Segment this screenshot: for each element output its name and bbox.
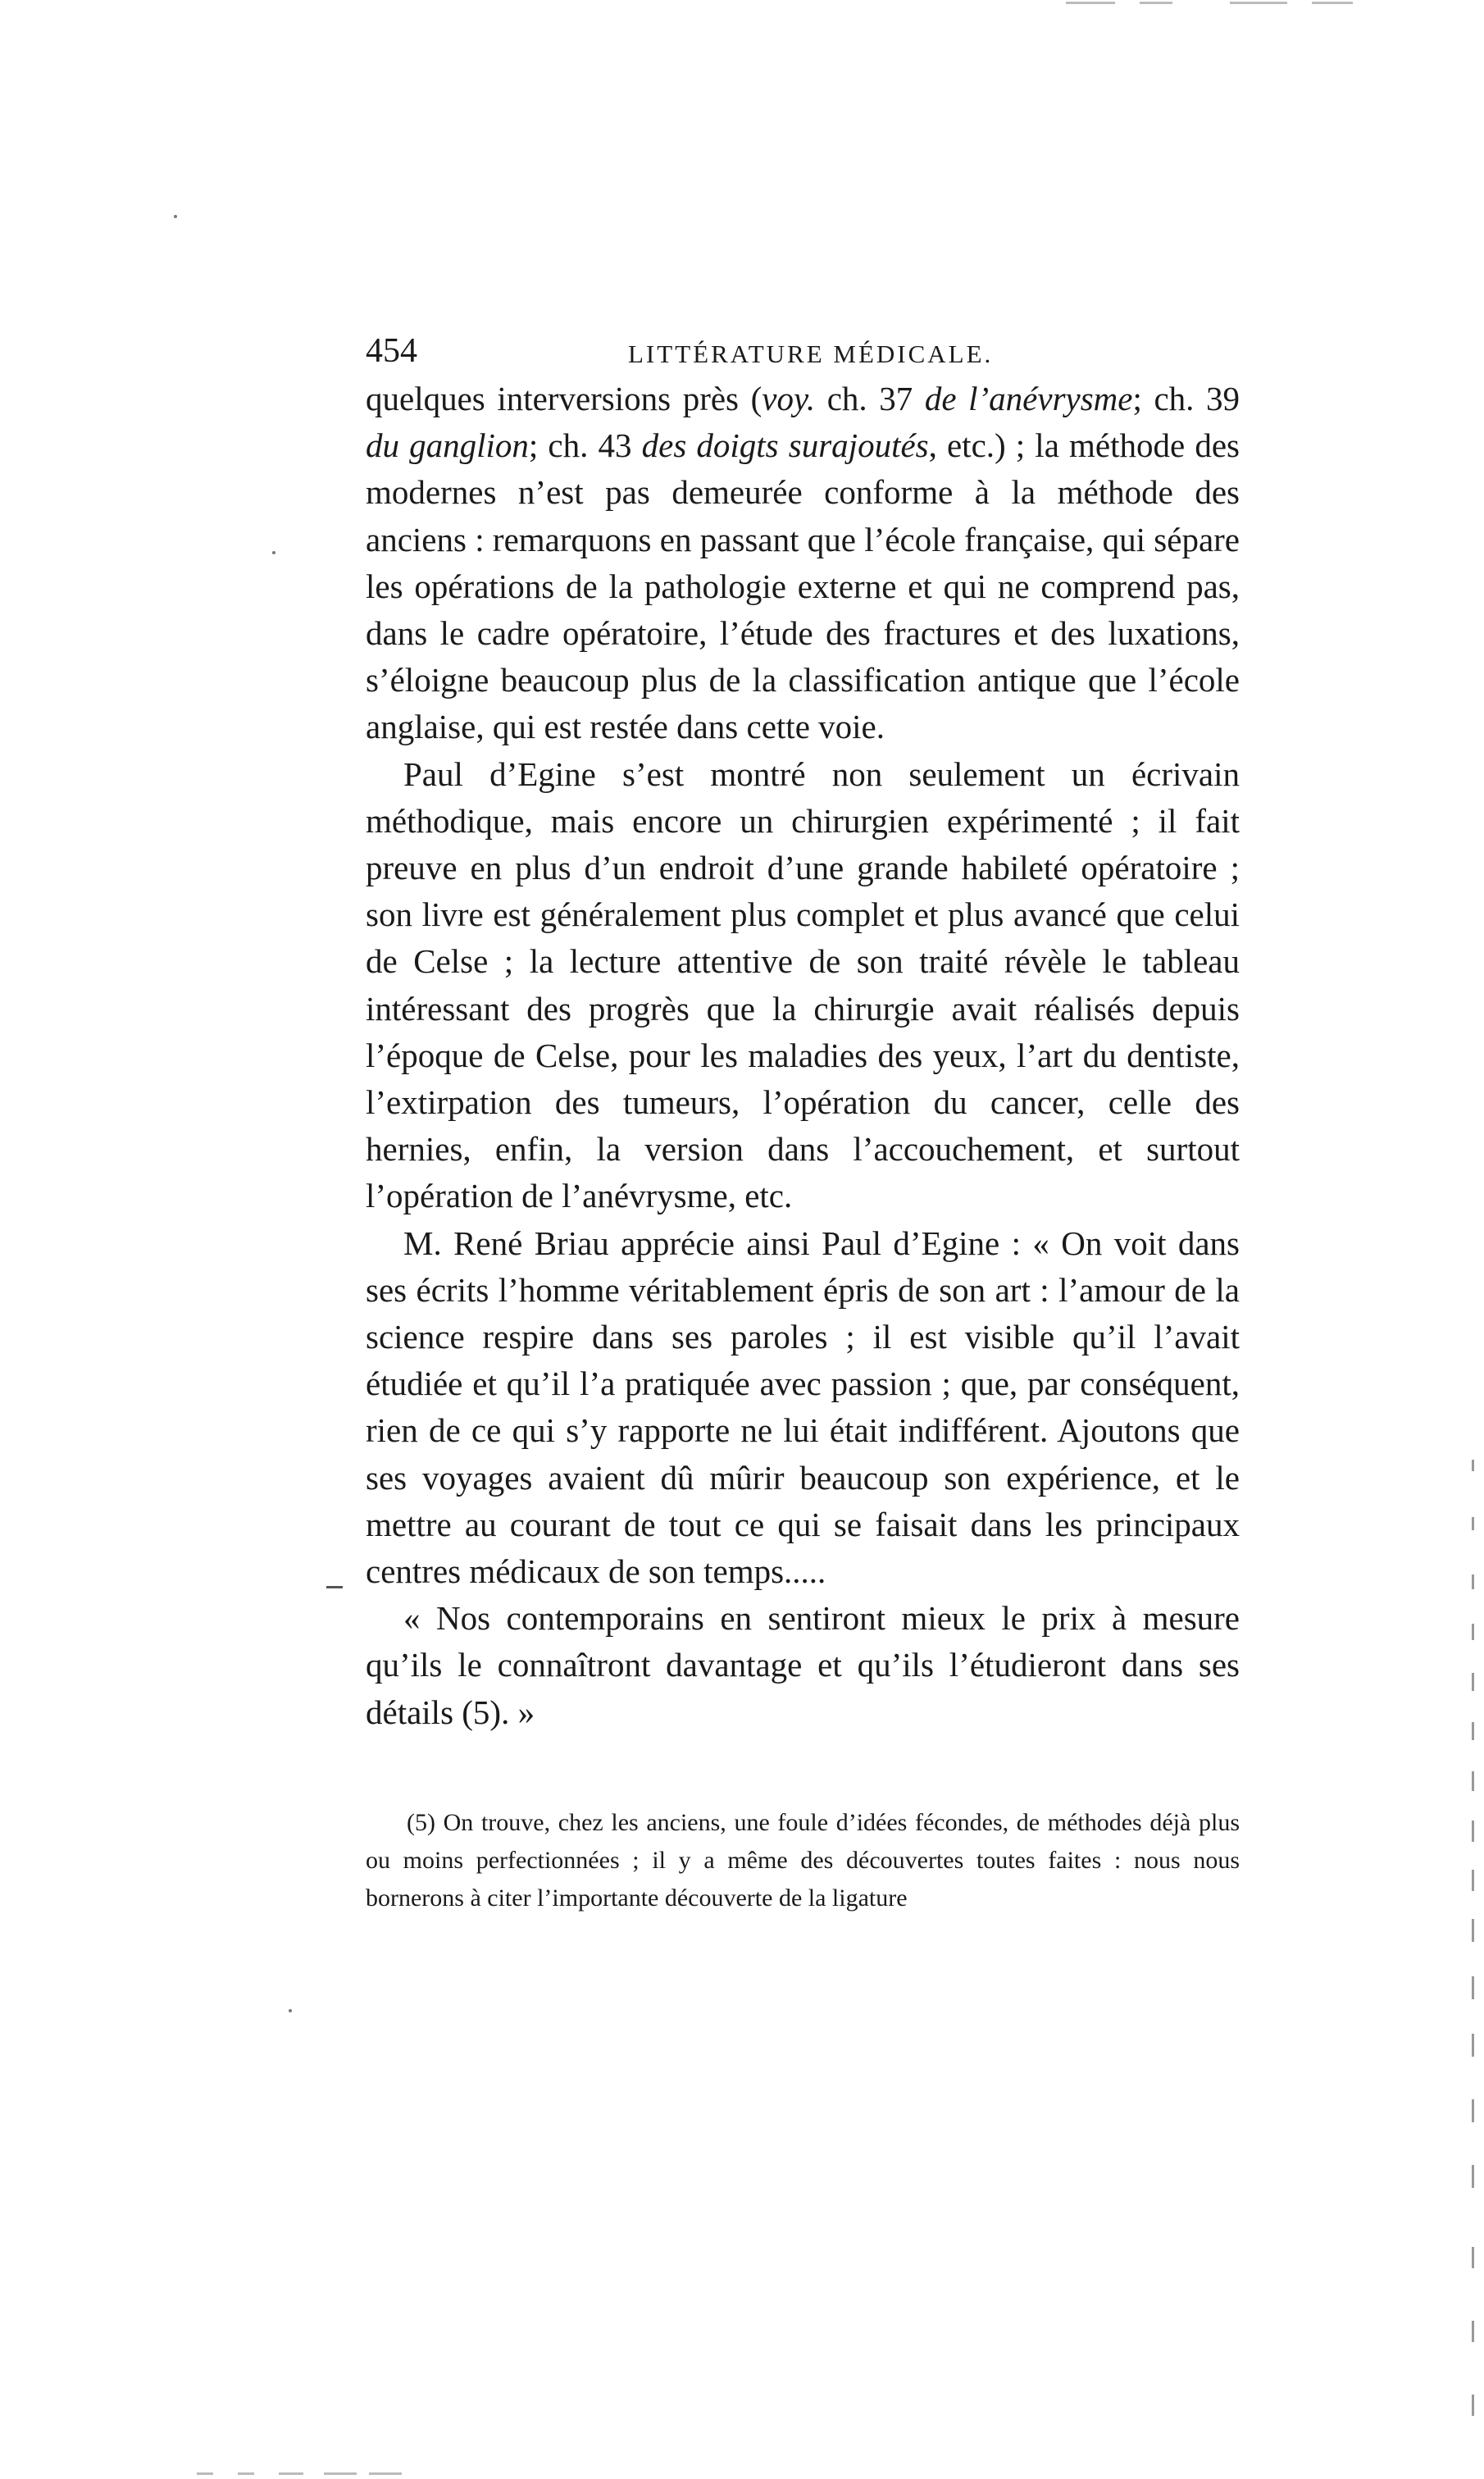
italic-run: des doigts surajoutés xyxy=(641,426,929,465)
text-run: quelques interversions près ( xyxy=(366,380,762,417)
scan-speck xyxy=(174,215,177,218)
italic-run: de l’anévrysme xyxy=(924,380,1133,417)
scan-mark xyxy=(1230,2,1287,4)
scan-mark xyxy=(1472,1722,1474,1740)
scan-mark xyxy=(1472,2395,1474,2416)
scan-mark xyxy=(1472,2247,1474,2268)
body-text xyxy=(366,376,1240,1736)
scan-mark xyxy=(1472,2165,1474,2188)
footnote xyxy=(366,1804,1240,1917)
italic-run: voy. xyxy=(762,380,816,417)
scan-mark xyxy=(1472,1460,1474,1471)
footnote-text: On trouve, chez les anciens, une foule d’idées fécondes, de méthodes déjà plus ou moins perfectionnées ; il y a même des découvertes toutes faites : nous nous bornerons à citer l’importante découverte de la ligature xyxy=(366,1809,1240,1912)
scan-mark xyxy=(324,2472,357,2475)
page-number: 454 xyxy=(366,332,417,370)
paragraph-1 xyxy=(366,376,1240,751)
scan-mark xyxy=(1472,1821,1474,1842)
scan-mark xyxy=(369,2472,402,2475)
footnote-marker: (5) xyxy=(407,1809,435,1836)
scan-mark xyxy=(326,1586,343,1588)
scan-mark xyxy=(1140,2,1172,4)
scan-mark xyxy=(1472,2321,1474,2342)
scan-mark xyxy=(1472,1517,1474,1530)
text-run: M. René Briau apprécie ainsi Paul d’Egine : « On voit dans ses écrits l’homme véritablement épris de son art : l’amour de la science respire dans ses paroles ; il est visible qu’il l’avait étudiée et qu’il l’a pratiquée avec passion ; que, par conséquent, rien de ce qui s’y rapporte ne lui était indifférent. Ajoutons que ses voyages avaient dû mûrir beaucoup son expérience, et le mettre au courant de tout ce qui se faisait dans les principaux centres médicaux de son temps..... xyxy=(366,1224,1240,1591)
scan-mark xyxy=(1472,1870,1474,1891)
text-run: ; ch. 39 xyxy=(1132,380,1240,417)
paragraph-3 xyxy=(366,1220,1240,1596)
scan-mark xyxy=(1312,2,1353,4)
text-run: « Nos contemporains en sentiront mieux le prix à mesure qu’ils le connaîtront davantage et qu’ils l’étudieront dans ses détails (5). » xyxy=(366,1599,1240,1731)
scan-mark xyxy=(1472,1976,1474,1999)
scan-mark xyxy=(1472,2099,1474,2122)
scan-mark xyxy=(1066,2,1115,4)
scan-mark xyxy=(238,2472,254,2475)
scan-mark xyxy=(1472,1624,1474,1640)
paragraph-4 xyxy=(366,1595,1240,1736)
scan-mark xyxy=(1472,1673,1474,1691)
italic-run: du ganglion xyxy=(366,426,529,465)
running-head: LITTÉRATURE MÉDICALE. xyxy=(628,339,994,368)
scan-mark xyxy=(197,2472,213,2475)
scan-mark xyxy=(1472,2034,1474,2057)
scan-speck xyxy=(272,551,275,554)
scan-mark xyxy=(279,2472,303,2475)
text-run: Paul d’Egine s’est montré non seulement un écrivain méthodique, mais encore un chirurgien expérimenté ; il fait preuve en plus d’un endroit d’une grande habileté opératoire ; son livre est généralement plus complet et plus avancé que celui de Celse ; la lecture attentive de son traité révèle le tableau intéressant des progrès que la chirurgie avait réalisés depuis l’époque de Celse, pour les maladies des yeux, l’art du dentiste, l’extirpation des tumeurs, l’opération du cancer, celle des hernies, enfin, la version dans l’accouchement, et surtout l’opération de l’anévrysme, etc. xyxy=(366,754,1240,1215)
text-run: ch. 37 xyxy=(815,380,925,417)
text-run: ; ch. 43 xyxy=(528,426,642,465)
scan-mark xyxy=(1472,1919,1474,1942)
scan-mark xyxy=(1472,1574,1474,1589)
scan-mark xyxy=(1472,1771,1474,1791)
scan-speck xyxy=(289,2009,292,2012)
paragraph-2 xyxy=(366,751,1240,1220)
text-run: , etc.) ; la méthode des modernes n’est pas demeurée conforme à la méthode des anciens : remarquons en passant que l’école française, qui sépare les opérations de la pathologie externe et qui ne comprend pas, dans le cadre opératoire, l’étude des fractures et des luxations, s’éloigne beaucoup plus de la classification antique que l’école anglaise, qui est restée dans cette voie. xyxy=(366,426,1240,746)
page-header xyxy=(366,326,1251,376)
